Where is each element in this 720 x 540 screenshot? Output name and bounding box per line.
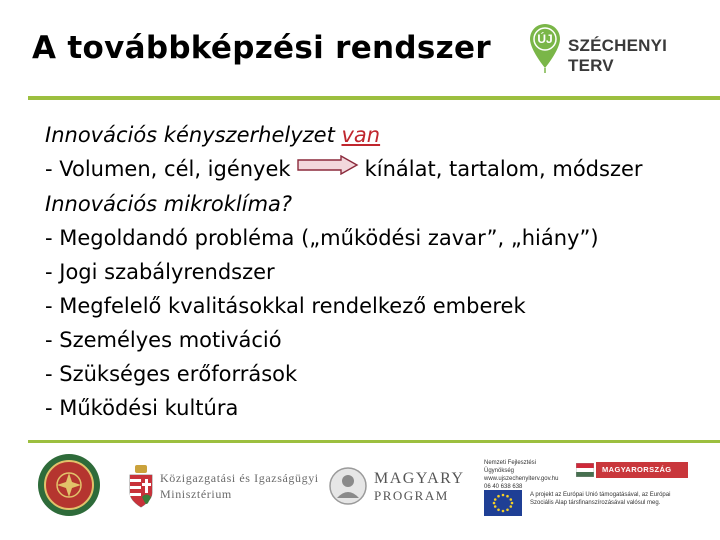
magyary-line-2: PROGRAM [374, 488, 449, 503]
body-line-3: Innovációs mikroklíma? [45, 192, 293, 216]
body-line-4: - Megoldandó probléma („működési zavar”, „hiány”) [45, 226, 599, 250]
slide-title: A továbbképzési rendszer [32, 30, 491, 66]
offer-text: kínálat, tartalom, módszer [364, 157, 643, 181]
brand-pin-label: ÚJ [537, 32, 553, 46]
szechenyi-terv-logo [528, 22, 698, 74]
hungarian-flag-icon [576, 463, 594, 477]
coat-of-arms-icon [128, 465, 154, 509]
ministry-line-1: Közigazgatási és Igazságügyi [160, 471, 319, 485]
body-line-9: - Működési kultúra [45, 396, 239, 420]
ministry-logo [160, 470, 319, 502]
right-arrow-icon [297, 151, 359, 185]
ministry-line-2: Minisztérium [160, 487, 232, 501]
seal-logo-icon [36, 452, 102, 518]
body-line-2 [45, 152, 643, 187]
innovation-pressure-label: Innovációs kényszerhelyzet [45, 123, 342, 147]
magyary-line-1: MAGYARY [374, 470, 465, 487]
eu-flag-icon [484, 490, 522, 516]
header-divider [28, 96, 720, 100]
agency-contact-text: Nemzeti Fejlesztési Ügynökség www.ujszechenyiterv.gov.hu 06 40 638 638 [484, 460, 559, 490]
location-pin-icon [528, 22, 562, 74]
volume-text: - Volumen, cél, igények [45, 157, 291, 181]
brand-name: SZÉCHENYI TERV [568, 36, 668, 75]
body-line-1 [45, 118, 643, 152]
body-line-7: - Személyes motiváció [45, 328, 282, 352]
body-line-5: - Jogi szabályrendszer [45, 260, 275, 284]
slide-body [45, 118, 643, 425]
body-line-8: - Szükséges erőforrások [45, 362, 298, 386]
magyary-program-logo [374, 470, 465, 504]
portrait-medallion-icon [328, 466, 368, 506]
hungary-renews-badge: MAGYARORSZÁG MEGÚJUL [596, 462, 688, 478]
footer-divider [28, 440, 720, 443]
body-line-6: - Megfelelő kvalitásokkal rendelkező emberek [45, 294, 526, 318]
eu-funding-text: A projekt az Európai Unió támogatásával, az Európai Szociális Alap társfinanszírozásával valósul meg. [530, 492, 671, 506]
highlight-word: van [341, 123, 381, 147]
